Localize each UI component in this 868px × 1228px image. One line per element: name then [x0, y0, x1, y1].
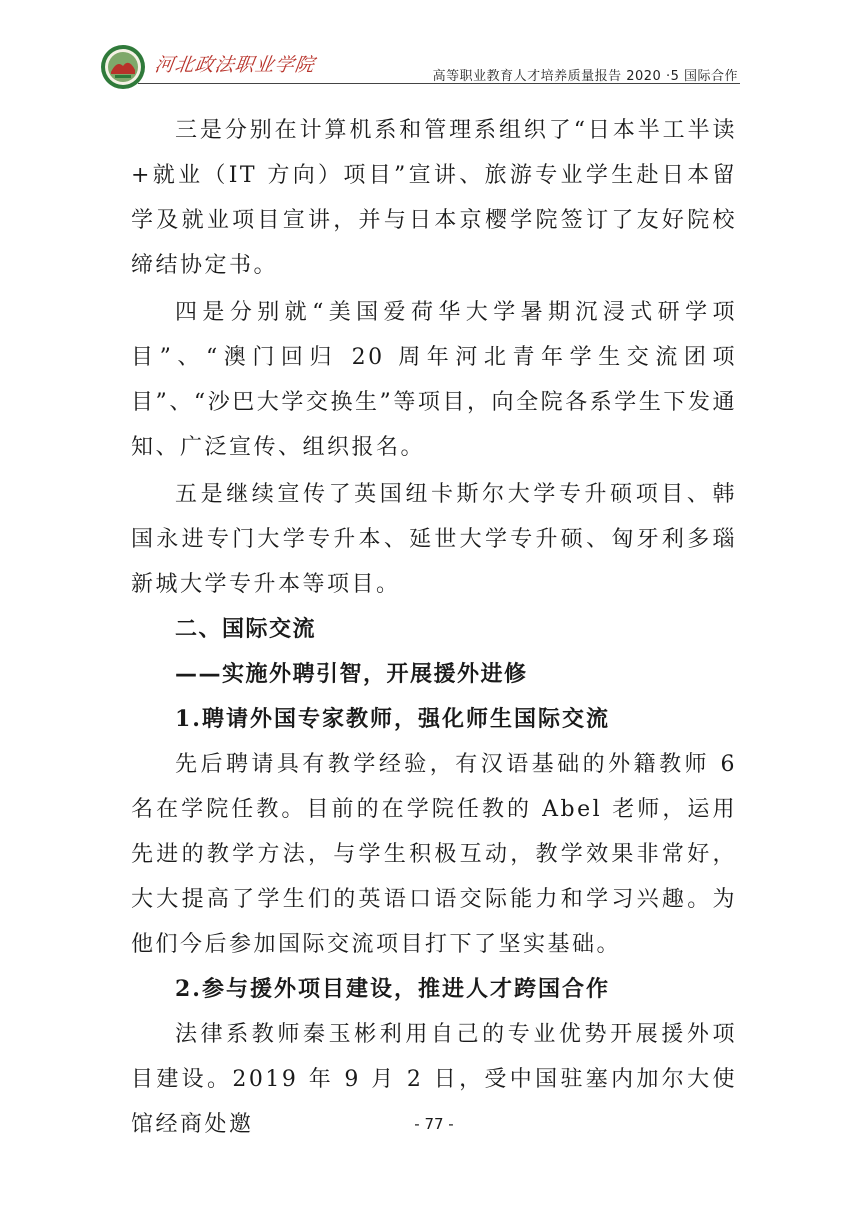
section-2-subtitle: ——实施外聘引智，开展援外进修 [175, 662, 528, 687]
school-name: 河北政法职业学院 [153, 54, 317, 76]
paragraph-4: 先后聘请具有教学经验，有汉语基础的外籍教师 6 名在学院任教。目前的在学院任教的 Abel 老师，运用先进的教学方法，与学生积极互动，教学效果非常好，大大提高了学生们的英语口语交际能力和学习兴趣。为他们今后参加国际交流项目打下了坚实基础。 [131, 752, 737, 957]
paragraph-3: 五是继续宣传了英国纽卡斯尔大学专升硕项目、韩国永进专门大学专升本、延世大学专升硕、匈牙利多瑙新城大学专升本等项目。 [131, 482, 737, 597]
paragraph-2: 四是分别就“美国爱荷华大学暑期沉浸式研学项目”、“澳门回归 20 周年河北青年学生交流团项目”、“沙巴大学交换生”等项目，向全院各系学生下发通知、广泛宣传、组织报名。 [131, 300, 737, 460]
report-title: 高等职业教育人才培养质量报告 2020 ·5 国际合作 [432, 69, 738, 84]
subsection-1-title: 1.聘请外国专家教师，强化师生国际交流 [175, 706, 610, 732]
page-content [131, 108, 737, 1147]
paragraph-5: 法律系教师秦玉彬利用自己的专业优势开展援外项目建设。2019 年 9 月 2 日，受中国驻塞内加尔大使馆经商处邀 [131, 1022, 737, 1137]
section-2-title: 二、国际交流 [175, 617, 317, 642]
page-number: - 77 - [414, 1115, 454, 1133]
page-header [100, 40, 740, 86]
subsection-2-title: 2.参与援外项目建设，推进人才跨国合作 [175, 976, 610, 1002]
paragraph-1: 三是分别在计算机系和管理系组织了“日本半工半读+就业（IT 方向）项目”宣讲、旅游专业学生赴日本留学及就业项目宣讲，并与日本京樱学院签订了友好院校缔结协定书。 [131, 118, 737, 278]
header-divider [138, 83, 740, 84]
